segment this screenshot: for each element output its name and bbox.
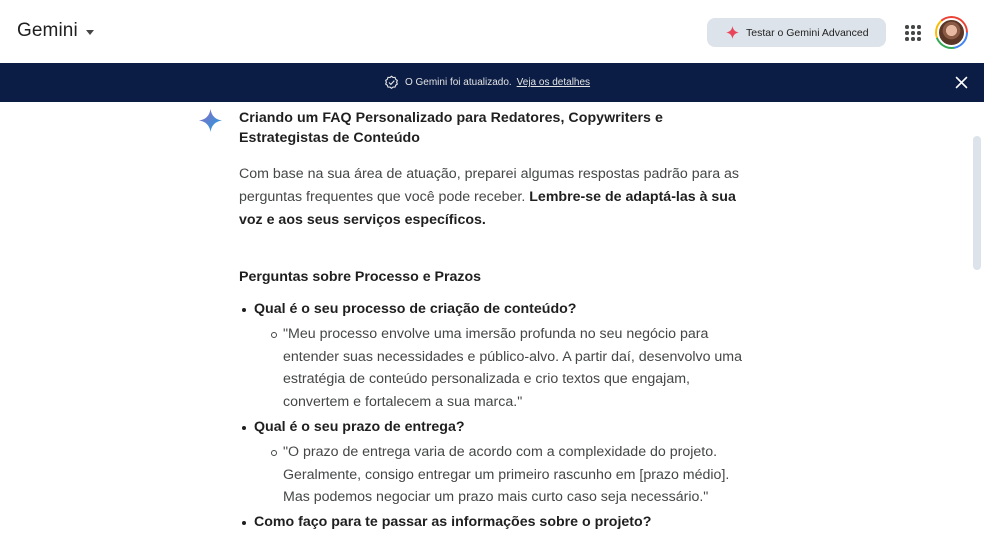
response-body [239,108,749,532]
try-advanced-label: Testar o Gemini Advanced [746,26,869,39]
app-name: Gemini [17,20,78,41]
gemini-sparkle-icon [199,109,222,132]
close-icon[interactable] [953,74,970,91]
model-selector[interactable] [17,20,94,42]
caret-down-icon [86,30,94,35]
sparkle-icon [726,26,739,39]
faq-answer: "Meu processo envolve uma imersão profunda no seu negócio para entender suas necessidades e público-alvo. A partir daí, desenvolvo uma estratégia de conteúdo personalizada e crio textos que engajam, convertem e fortalecem a sua marca." [254,323,749,414]
google-apps-icon[interactable] [900,21,924,45]
faq-item [239,417,749,509]
verified-badge-icon [384,75,399,90]
intro-bold-text: Lembre-se de adaptá-las à sua voz e aos seus serviços específicos. [239,189,736,228]
chat-content [0,102,984,547]
faq-question: Como faço para te passar as informações sobre o projeto? [254,513,652,530]
faq-item [239,299,749,414]
faq-question: Qual é o seu prazo de entrega? [254,418,465,435]
banner-details-link[interactable]: Veja os detalhes [516,77,591,88]
top-bar [0,0,984,63]
scrollbar-thumb[interactable] [973,136,981,270]
faq-question: Qual é o seu processo de criação de conteúdo? [254,301,577,317]
faq-list [239,299,749,532]
response-heading: Criando um FAQ Personalizado para Redatores, Copywriters e Estrategistas de Conteúdo [239,110,663,146]
intro-paragraph [239,163,749,232]
avatar[interactable] [935,16,968,49]
try-advanced-button[interactable] [707,18,886,47]
intro-text: Com base na sua área de atuação, preparei algumas respostas padrão para as perguntas frequentes que você pode receber. [239,166,740,205]
faq-item [239,512,749,532]
faq-answer: "O prazo de entrega varia de acordo com a complexidade do projeto. Geralmente, consigo entregar um primeiro rascunho em [prazo médio]. Mas podemos negociar um prazo mais curto caso seja necessário." [254,441,749,509]
banner-message: O Gemini foi atualizado. [404,77,512,88]
update-banner [0,63,984,102]
section-title: Perguntas sobre Processo e Prazos [239,269,482,285]
avatar-photo [937,18,966,47]
